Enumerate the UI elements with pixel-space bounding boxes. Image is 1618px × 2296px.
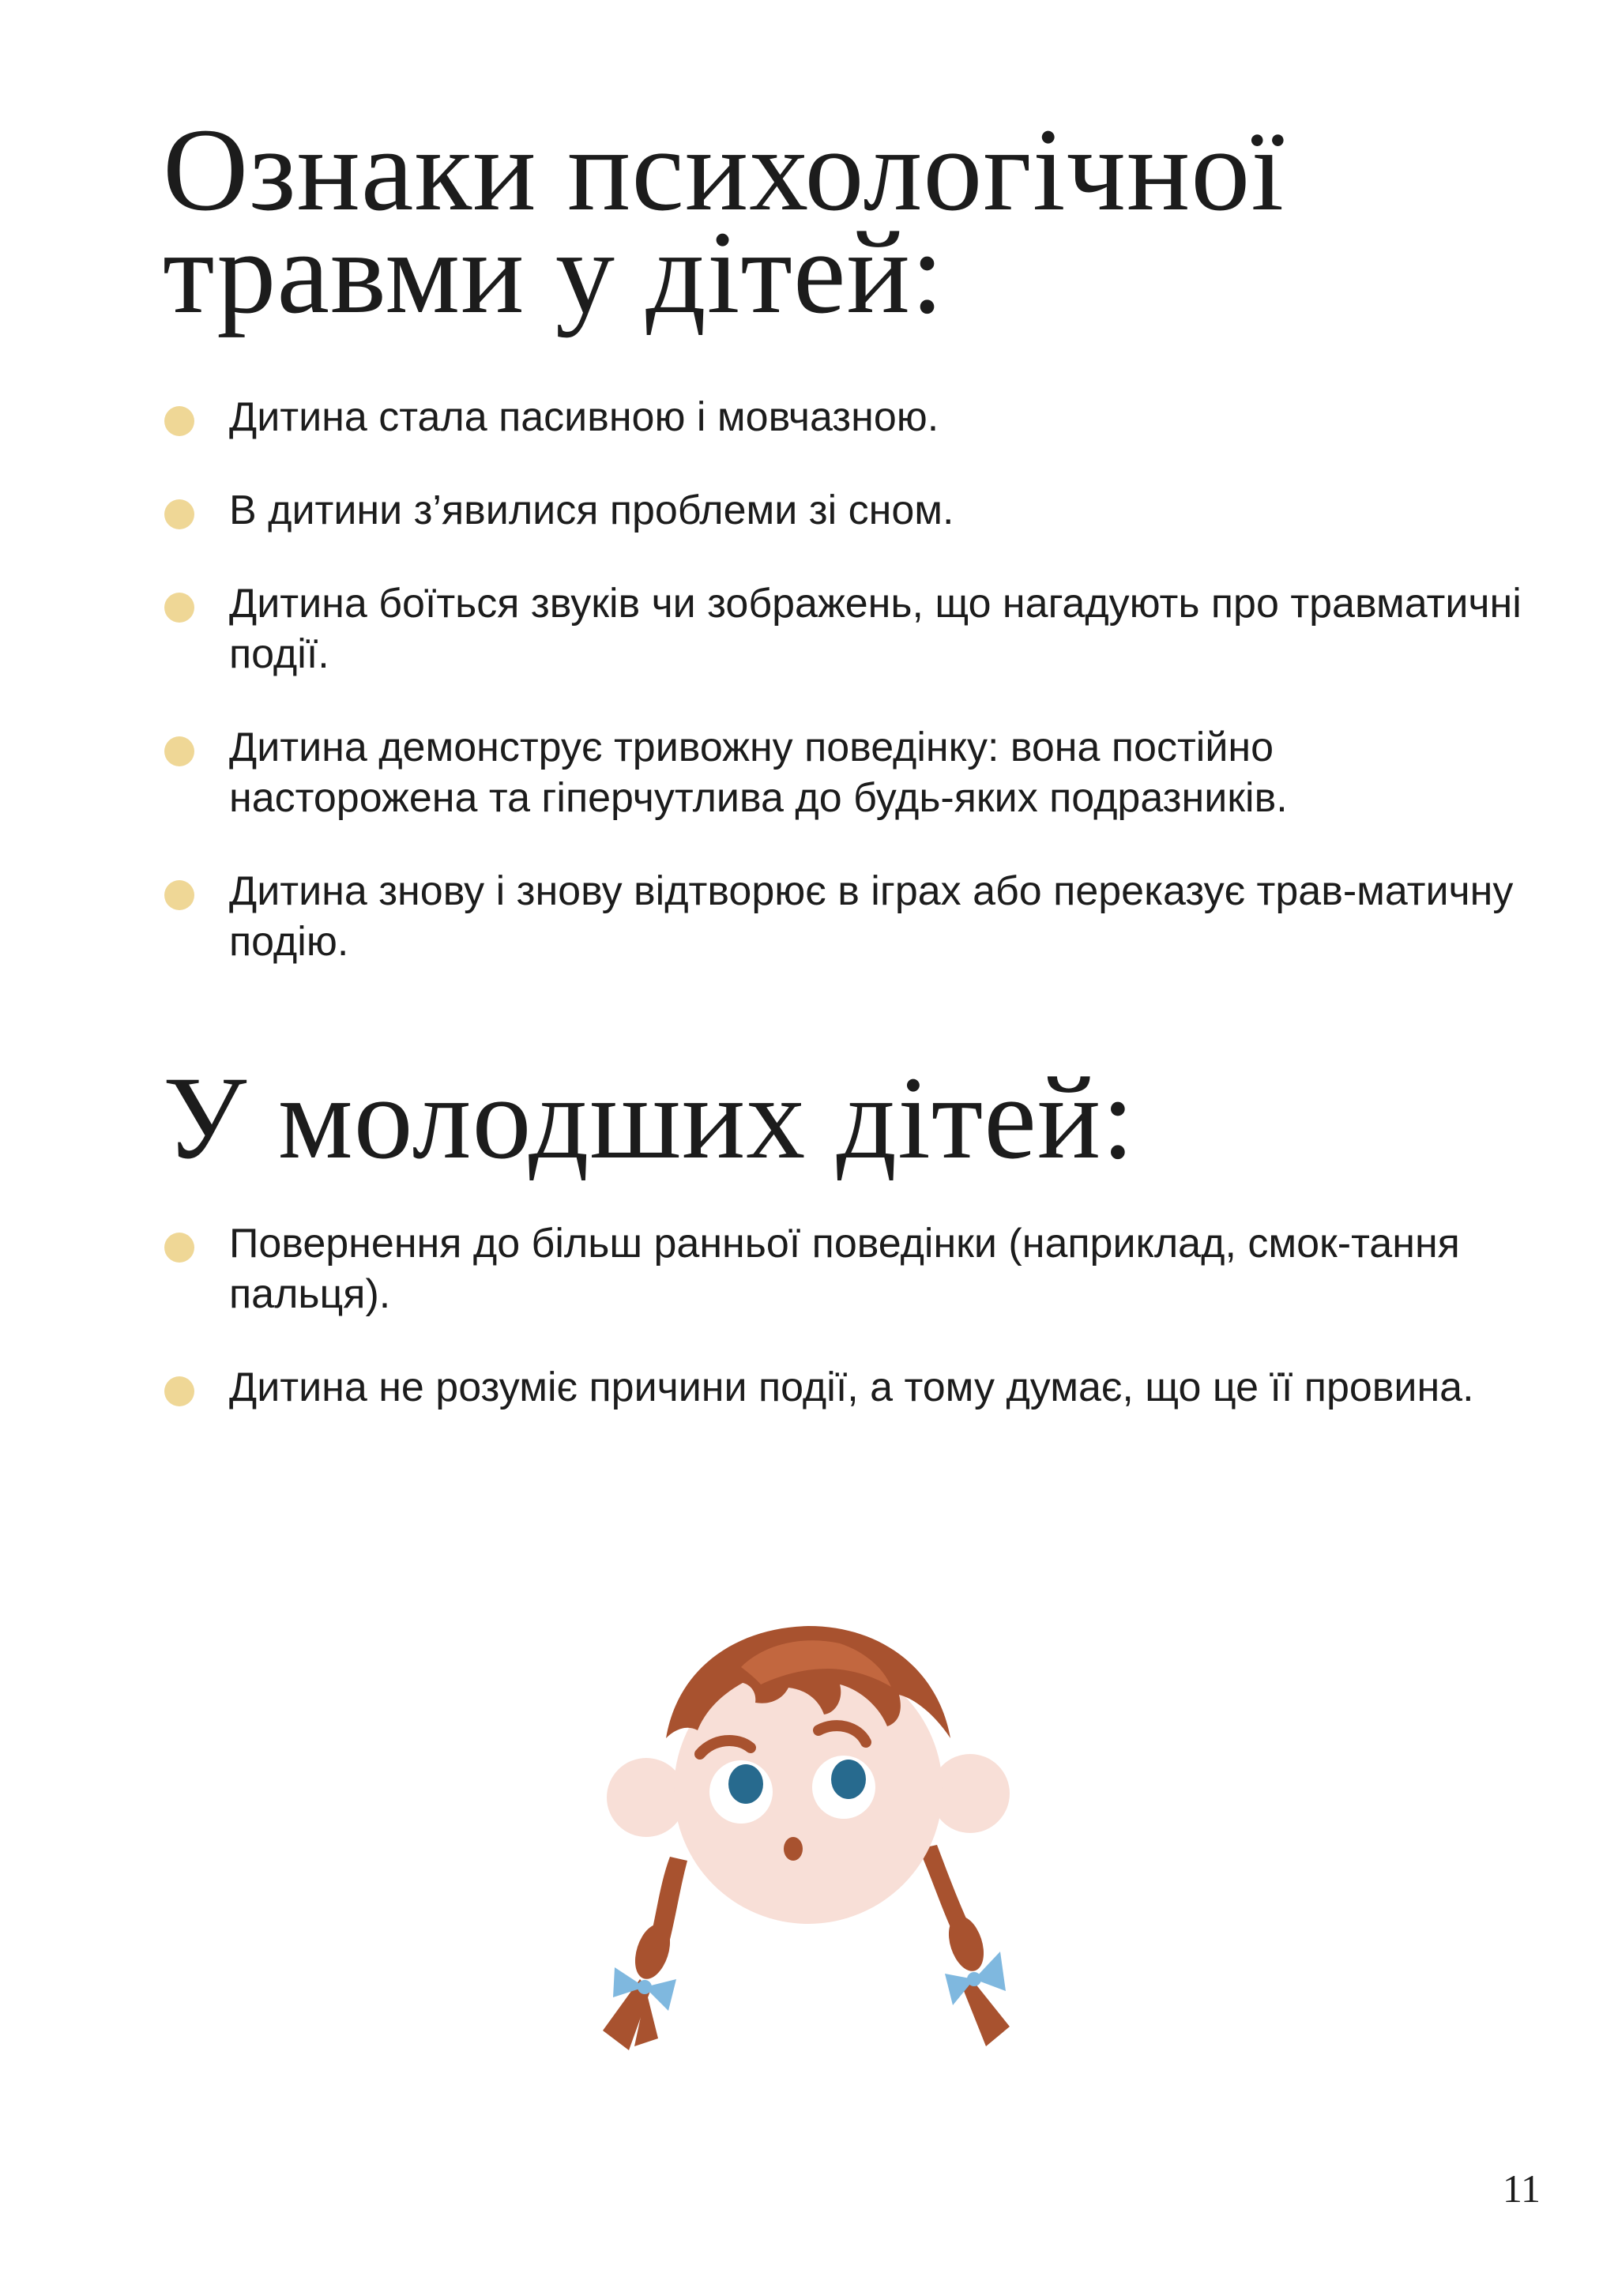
list-item [163,722,1522,823]
younger-signs-list [163,1218,1522,1455]
right-braid-icon [919,1845,1010,2046]
list-item [163,866,1522,967]
right-ear-icon [931,1754,1010,1833]
list-item [163,1362,1522,1413]
page-number: 11 [1502,2166,1541,2211]
list-item-text: Дитина знову і знову відтворює в іграх або переказує трав-матичну подію. [229,868,1514,965]
left-eye-icon [728,1764,763,1804]
list-item-text: Дитина не розуміє причини події, а тому думає, що це її провина. [229,1364,1474,1410]
list-item-text: В дитини з’явилися проблеми зі сном. [229,487,954,533]
section-title: У молодших дітей: [163,1052,1135,1184]
bullet-dot-icon [164,1233,194,1263]
bullet-dot-icon [164,736,194,766]
bullet-dot-icon [164,880,194,910]
trauma-signs-list [163,392,1522,1010]
bullet-dot-icon [164,499,194,529]
left-braid-icon [603,1857,687,2050]
list-item [163,1218,1522,1319]
list-item-text: Повернення до більш ранньої поведінки (наприклад, смок-тання пальця). [229,1221,1460,1317]
list-item [163,578,1522,679]
right-eye-icon [831,1760,866,1799]
list-item [163,392,1522,442]
girl-illustration-icon [567,1620,1057,2094]
bullet-dot-icon [164,593,194,623]
list-item-text: Дитина стала пасивною і мовчазною. [229,394,939,440]
bullet-dot-icon [164,1376,194,1406]
mouth-icon [784,1837,803,1861]
list-item [163,485,1522,536]
list-item-text: Дитина боїться звуків чи зображень, що нагадують про травматичні події. [229,581,1522,677]
list-item-text: Дитина демонструє тривожну поведінку: вона постійно насторожена та гіперчутлива до будь-яких подразників. [229,725,1288,821]
left-ear-icon [607,1758,686,1837]
bullet-dot-icon [164,406,194,436]
page-title: Ознаки психологічної травми у дітей: [163,104,1285,338]
